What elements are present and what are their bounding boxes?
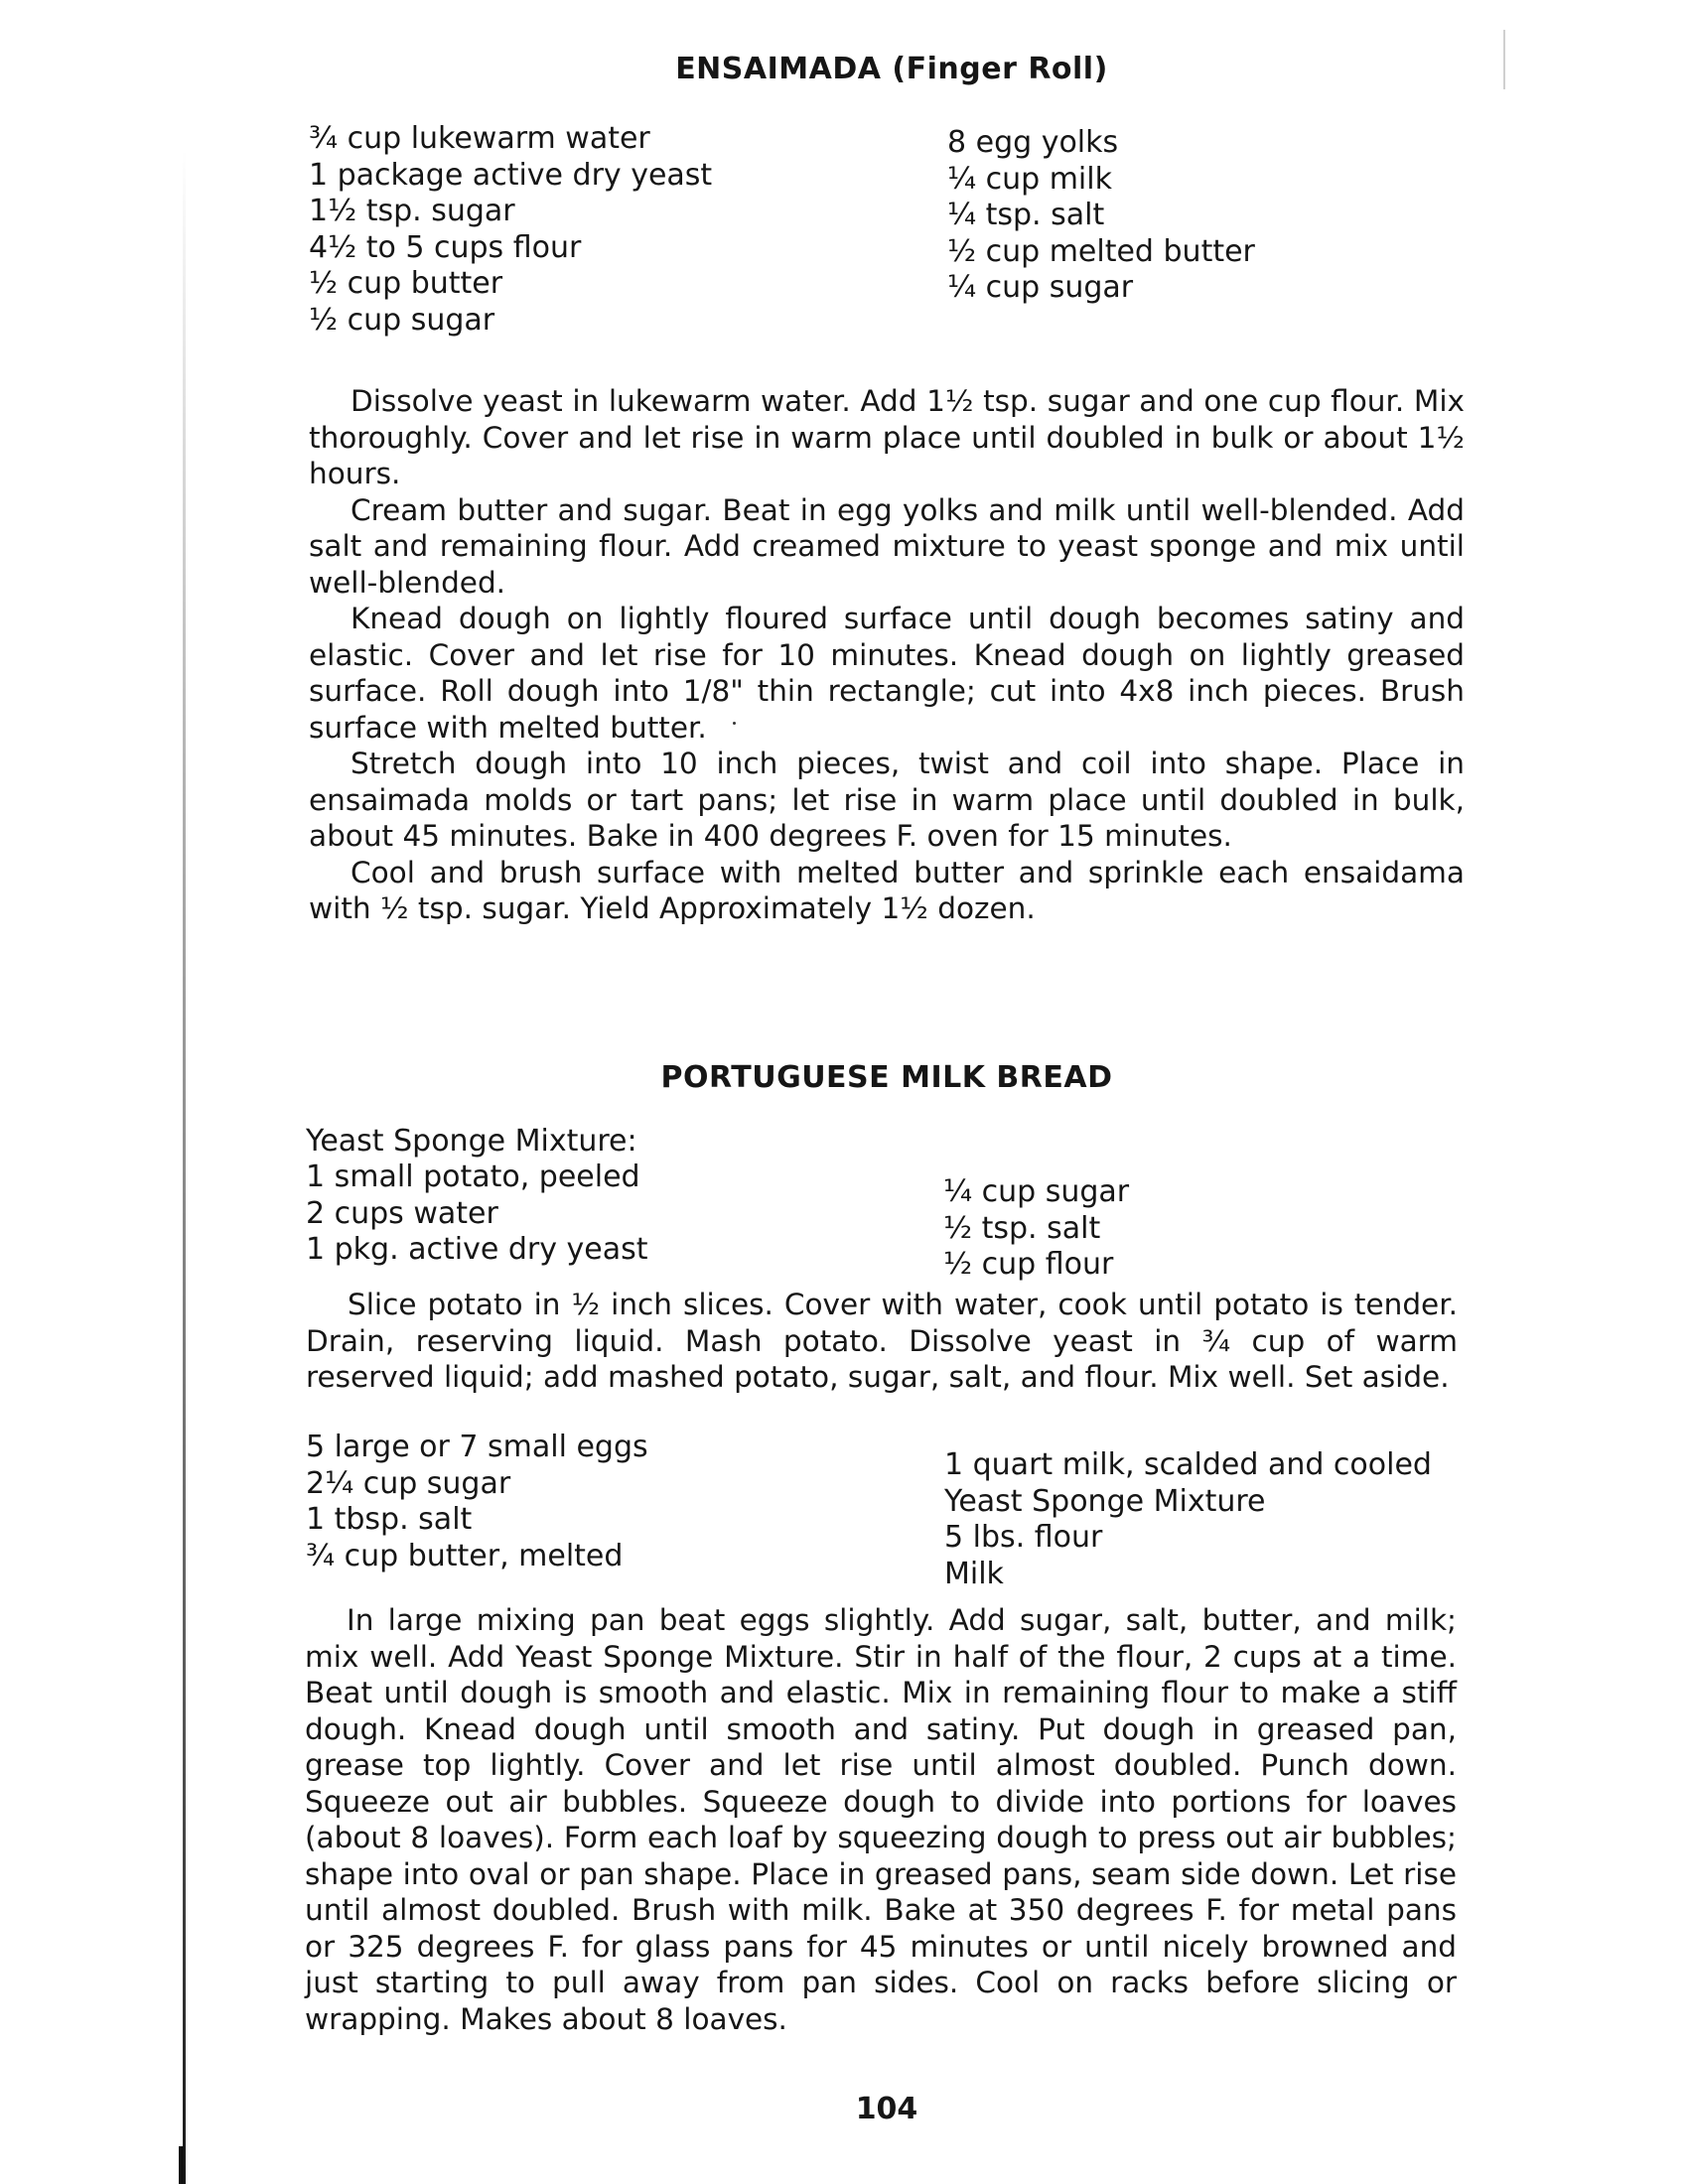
ingredient: ¼ cup milk <box>947 161 1112 197</box>
ingredient: Yeast Sponge Mixture <box>944 1483 1266 1519</box>
ingredient: ½ cup sugar <box>309 302 495 338</box>
direction-paragraph: Knead dough on lightly floured surface until dough becomes satiny and elastic. Cover and let rise for 10 minutes. Knead dough on lightly greased surface. Roll dough into 1/8" thin rectangle; cut into 4x8 inch pieces. Brush surface with melted butter. <box>309 602 1465 745</box>
ingredient: 1 package active dry yeast <box>309 157 713 193</box>
ingredient: 1 pkg. active dry yeast <box>306 1232 648 1267</box>
ingredient: ¼ tsp. salt <box>947 198 1105 232</box>
ingredient: 5 large or 7 small eggs <box>306 1430 648 1464</box>
dough-directions <box>305 1602 1457 2037</box>
ingredient: 1 tbsp. salt <box>306 1502 473 1537</box>
sponge-ingredients-right <box>943 1174 1129 1284</box>
ingredient: 2¼ cup sugar <box>306 1465 511 1501</box>
direction-paragraph: Stretch dough into 10 inch pieces, twist and coil into shape. Place in ensaimada molds or tart pans; let rise in warm place until doubled in bulk, about 45 minutes. Bake in 400 degrees F. oven for 15 minutes. <box>309 747 1465 853</box>
recipe-directions <box>309 383 1465 927</box>
ingredient-list-left <box>309 121 712 339</box>
ingredient: ½ tsp. salt <box>943 1210 1101 1246</box>
ingredient-list-right <box>947 125 1255 307</box>
ingredient: ½ cup butter <box>309 266 503 301</box>
ingredient: 1½ tsp. sugar <box>309 194 515 228</box>
ingredient: 1 small potato, peeled <box>306 1160 640 1194</box>
ingredient: ½ cup flour <box>943 1247 1114 1282</box>
ingredient: ¼ cup sugar <box>943 1174 1130 1209</box>
direction-paragraph: Cream butter and sugar. Beat in egg yolks and milk until well-blended. Add salt and remaining flour. Add creamed mixture to yeast sponge and mix until well-blended. <box>309 492 1465 600</box>
page-number: 104 <box>855 2092 918 2126</box>
dough-ingredients-left <box>306 1430 648 1574</box>
direction-paragraph: In large mixing pan beat eggs slightly. Add sugar, salt, butter, and milk; mix well. Add Yeast Sponge Mixture. Stir in half of the flour, 2 cups at a time. Beat until dough is smooth and elastic. Mix in remaining flour to make a stiff dough. Knead dough until smooth and satiny. Put dough in greased pan, grease top lightly. Cover and let rise until almost doubled. Punch down. Squeeze out air bubbles. Squeeze dough to divide into portions for loaves (about 8 loaves). Form each loaf by squeezing dough to press out air bubbles; shape into oval or pan shape. Place in greased pans, seam side down. Let rise until almost doubled. Brush with milk. Bake at 350 degrees F. for metal pans or 325 degrees F. for glass pans for 45 minutes or until nicely browned and just starting to pull away from pan sides. Cool on racks before slicing or wrapping. Makes about 8 loaves. <box>305 1603 1457 2036</box>
ingredient: 4½ to 5 cups flour <box>309 229 582 265</box>
recipe-title: PORTUGUESE MILK BREAD <box>660 1060 1113 1095</box>
ingredient: 2 cups water <box>306 1195 498 1231</box>
direction-paragraph: Dissolve yeast in lukewarm water. Add 1½ tsp. sugar and one cup flour. Mix thoroughly. Cover and let rise in warm place until doubled in bulk or about 1½ hours. <box>309 384 1465 490</box>
ingredient: ¾ cup butter, melted <box>306 1538 624 1573</box>
recipe-title: ENSAIMADA (Finger Roll) <box>675 52 1108 86</box>
print-speck <box>733 722 736 725</box>
ingredient: ¾ cup lukewarm water <box>309 121 650 156</box>
ingredient: Milk <box>944 1556 1004 1591</box>
ingredient: 8 egg yolks <box>947 125 1119 160</box>
direction-paragraph: Cool and brush surface with melted butter and sprinkle each ensaidama with ½ tsp. sugar. Yield Approximately 1½ dozen. <box>309 855 1465 925</box>
direction-paragraph: Slice potato in ½ inch slices. Cover with water, cook until potato is tender. Drain, reserving liquid. Mash potato. Dissolve yeast in ¾ cup of warm reserved liquid; add mashed potato, sugar, salt, and flour. Mix well. Set aside. <box>306 1288 1458 1394</box>
sponge-heading: Yeast Sponge Mixture: <box>306 1124 637 1159</box>
dough-ingredients-right <box>944 1447 1432 1592</box>
ingredient: 5 lbs. flour <box>944 1520 1103 1555</box>
ingredient: ½ cup melted butter <box>947 233 1255 269</box>
ingredient: 1 quart milk, scalded and cooled <box>944 1447 1432 1482</box>
sponge-ingredients-left <box>306 1160 648 1269</box>
sponge-directions <box>306 1287 1458 1396</box>
ingredient: ¼ cup sugar <box>947 270 1134 305</box>
